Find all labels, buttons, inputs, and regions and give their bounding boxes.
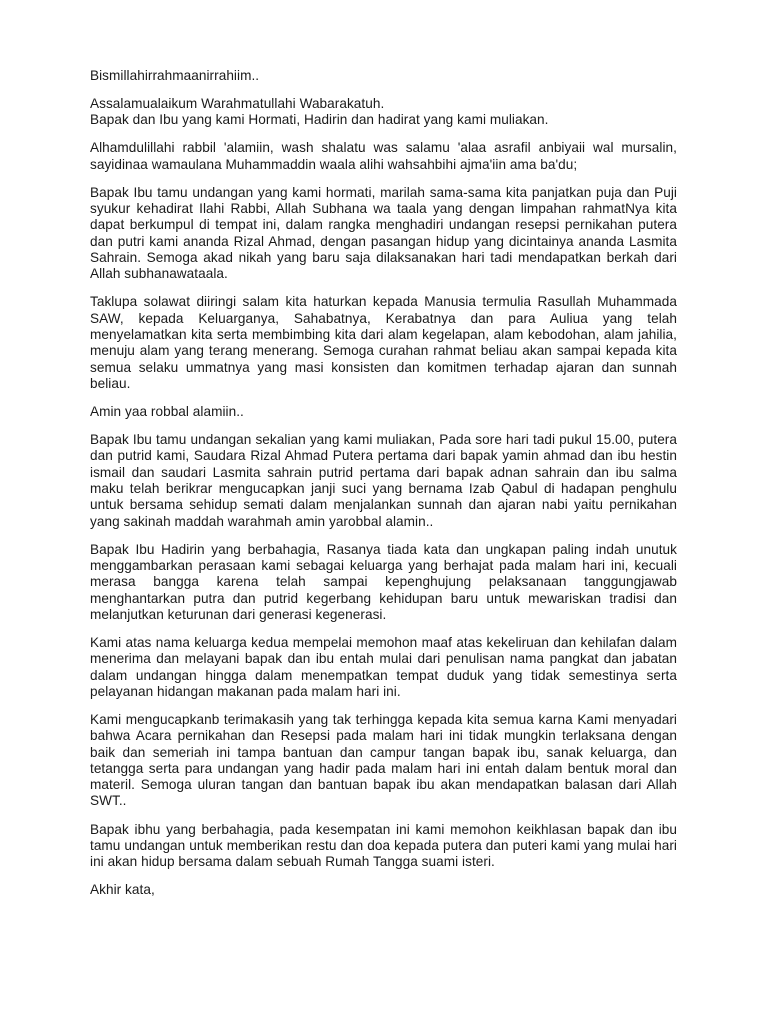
paragraph-praise	[90, 140, 677, 173]
paragraph-thanks	[90, 712, 677, 810]
paragraph-text: Bapak Ibu tamu undangan sekalian yang kami muliakan, Pada sore hari tadi pukul 15.00, putera dan putrid kami, Saudara Rizal Ahmad Putera pertama dari bapak yamin ahmad dan ibu hestin ismail dan saudari Lasmita sahrain putrid pertama dari bapak adnan sahrain dan ibu salma maku telah berikrar mengucapkan janji suci yang bernama Izab Qabul di hadapan penghulu untuk bersama sehidup semati dalam menjalankan sunnah dan ajaran nabi yaitu pernikahan yang sakinah maddah warahmah amin yarobbal alamin..	[90, 432, 677, 529]
paragraph-salawat	[90, 294, 677, 392]
paragraph-text: Bapak Ibu Hadirin yang berbahagia, Rasanya tiada kata dan ungkapan paling indah unutuk menggambarkan perasaan kami sebagai keluarga yang berhajat pada malam hari ini, kecuali merasa bangga karena telah sampai kepenghujung pelaksanaan tanggungjawab menghantarkan putra dan putrid kegerbang kehidupan baru untuk mewariskan tradisi dan melanjutkan keturunan dari generasi kegenerasi.	[90, 541, 677, 622]
document-page	[90, 68, 677, 910]
address-line: Bapak dan Ibu yang kami Hormati, Hadirin dan hadirat yang kami muliakan.	[90, 112, 549, 128]
paragraph-text: Amin yaa robbal alamiin..	[90, 404, 244, 420]
paragraph-closing	[90, 882, 677, 898]
paragraph-greeting	[90, 68, 677, 84]
paragraph-text: Kami atas nama keluarga kedua mempelai memohon maaf atas kekeliruan dan kehilafan dalam menerima dan melayani bapak dan ibu entah mulai dari penulisan nama pangkat dan jabatan dalam undangan hingga dalam menempatkan tempat duduk yang tidak semestinya serta pelayanan hidangan makanan pada malam hari ini.	[90, 634, 677, 699]
paragraph-salutation	[90, 96, 677, 129]
paragraph-ceremony	[90, 432, 677, 530]
paragraph-blessing-request	[90, 822, 677, 871]
paragraph-text: Bapak ibhu yang berbahagia, pada kesempatan ini kami memohon keikhlasan bapak dan ibu tamu undangan untuk memberikan restu dan doa kepada putera dan puteri kami yang mulai hari ini akan hidup bersama dalam sebuah Rumah Tangga suami isteri.	[90, 821, 677, 870]
paragraph-text: Kami mengucapkanb terimakasih yang tak terhingga kepada kita semua karna Kami menyadari bahwa Acara pernikahan dan Resepsi pada malam hari ini tidak mungkin terlaksana dengan baik dan semeriah ini tampa bantuan dan campur tangan bapak ibu, sanak keluarga, dan tetangga serta para undangan yang hadir pada malam hari ini entah dalam bentuk moral dan materil. Semoga uluran tangan dan bantuan bapak ibu akan mendapatkan balasan dari Allah SWT..	[90, 711, 677, 809]
salutation-line: Assalamualaikum Warahmatullahi Wabarakatuh.	[90, 96, 385, 112]
paragraph-apology	[90, 635, 677, 700]
paragraph-text: Alhamdulillahi rabbil 'alamiin, wash shalatu was salamu 'alaa asrafil anbiyaii wal mursalin, sayidinaa wamaulana Muhammaddin waala alihi wahsahbihi ajma'iin ama ba'du;	[90, 140, 677, 172]
paragraph-text: Bapak Ibu tamu undangan yang kami hormati, marilah sama-sama kita panjatkan puja dan Puji syukur kehadirat Ilahi Rabbi, Allah Subhana wa taala yang dengan limpahan rahmatNya kita dapat berkumpul di tempat ini, dalam rangka menghadiri undangan resepsi pernikahan putera dan putri kami ananda Rizal Ahmad, dengan pasangan hidup yang dicintainya ananda Lasmita Sahrain. Semoga akad nikah yang baru saja dilaksanakan hari tadi mendapatkan berkah dari Allah subhanawataala.	[90, 184, 677, 282]
paragraph-gratitude	[90, 185, 677, 283]
paragraph-text: Taklupa solawat diiringi salam kita haturkan kepada Manusia termulia Rasullah Muhammada SAW, kepada Keluarganya, Sahabatnya, Kerabatnya dan para Auliua yang telah menyelamatkan kita serta membimbing kita dari alam kegelapan, alam kebodohan, alam jahilia, menuju alam yang terang menerang. Semoga curahan rahmat beliau akan sampai kepada kita semua selaku ummatnya yang masi konsisten dan komitmen terhadap ajaran dan sunnah beliau.	[90, 294, 677, 391]
paragraph-amin	[90, 404, 677, 420]
paragraph-text: Akhir kata,	[90, 882, 155, 898]
paragraph-text: Bismillahirrahmaanirrahiim..	[90, 68, 260, 83]
paragraph-family-feelings	[90, 542, 677, 623]
